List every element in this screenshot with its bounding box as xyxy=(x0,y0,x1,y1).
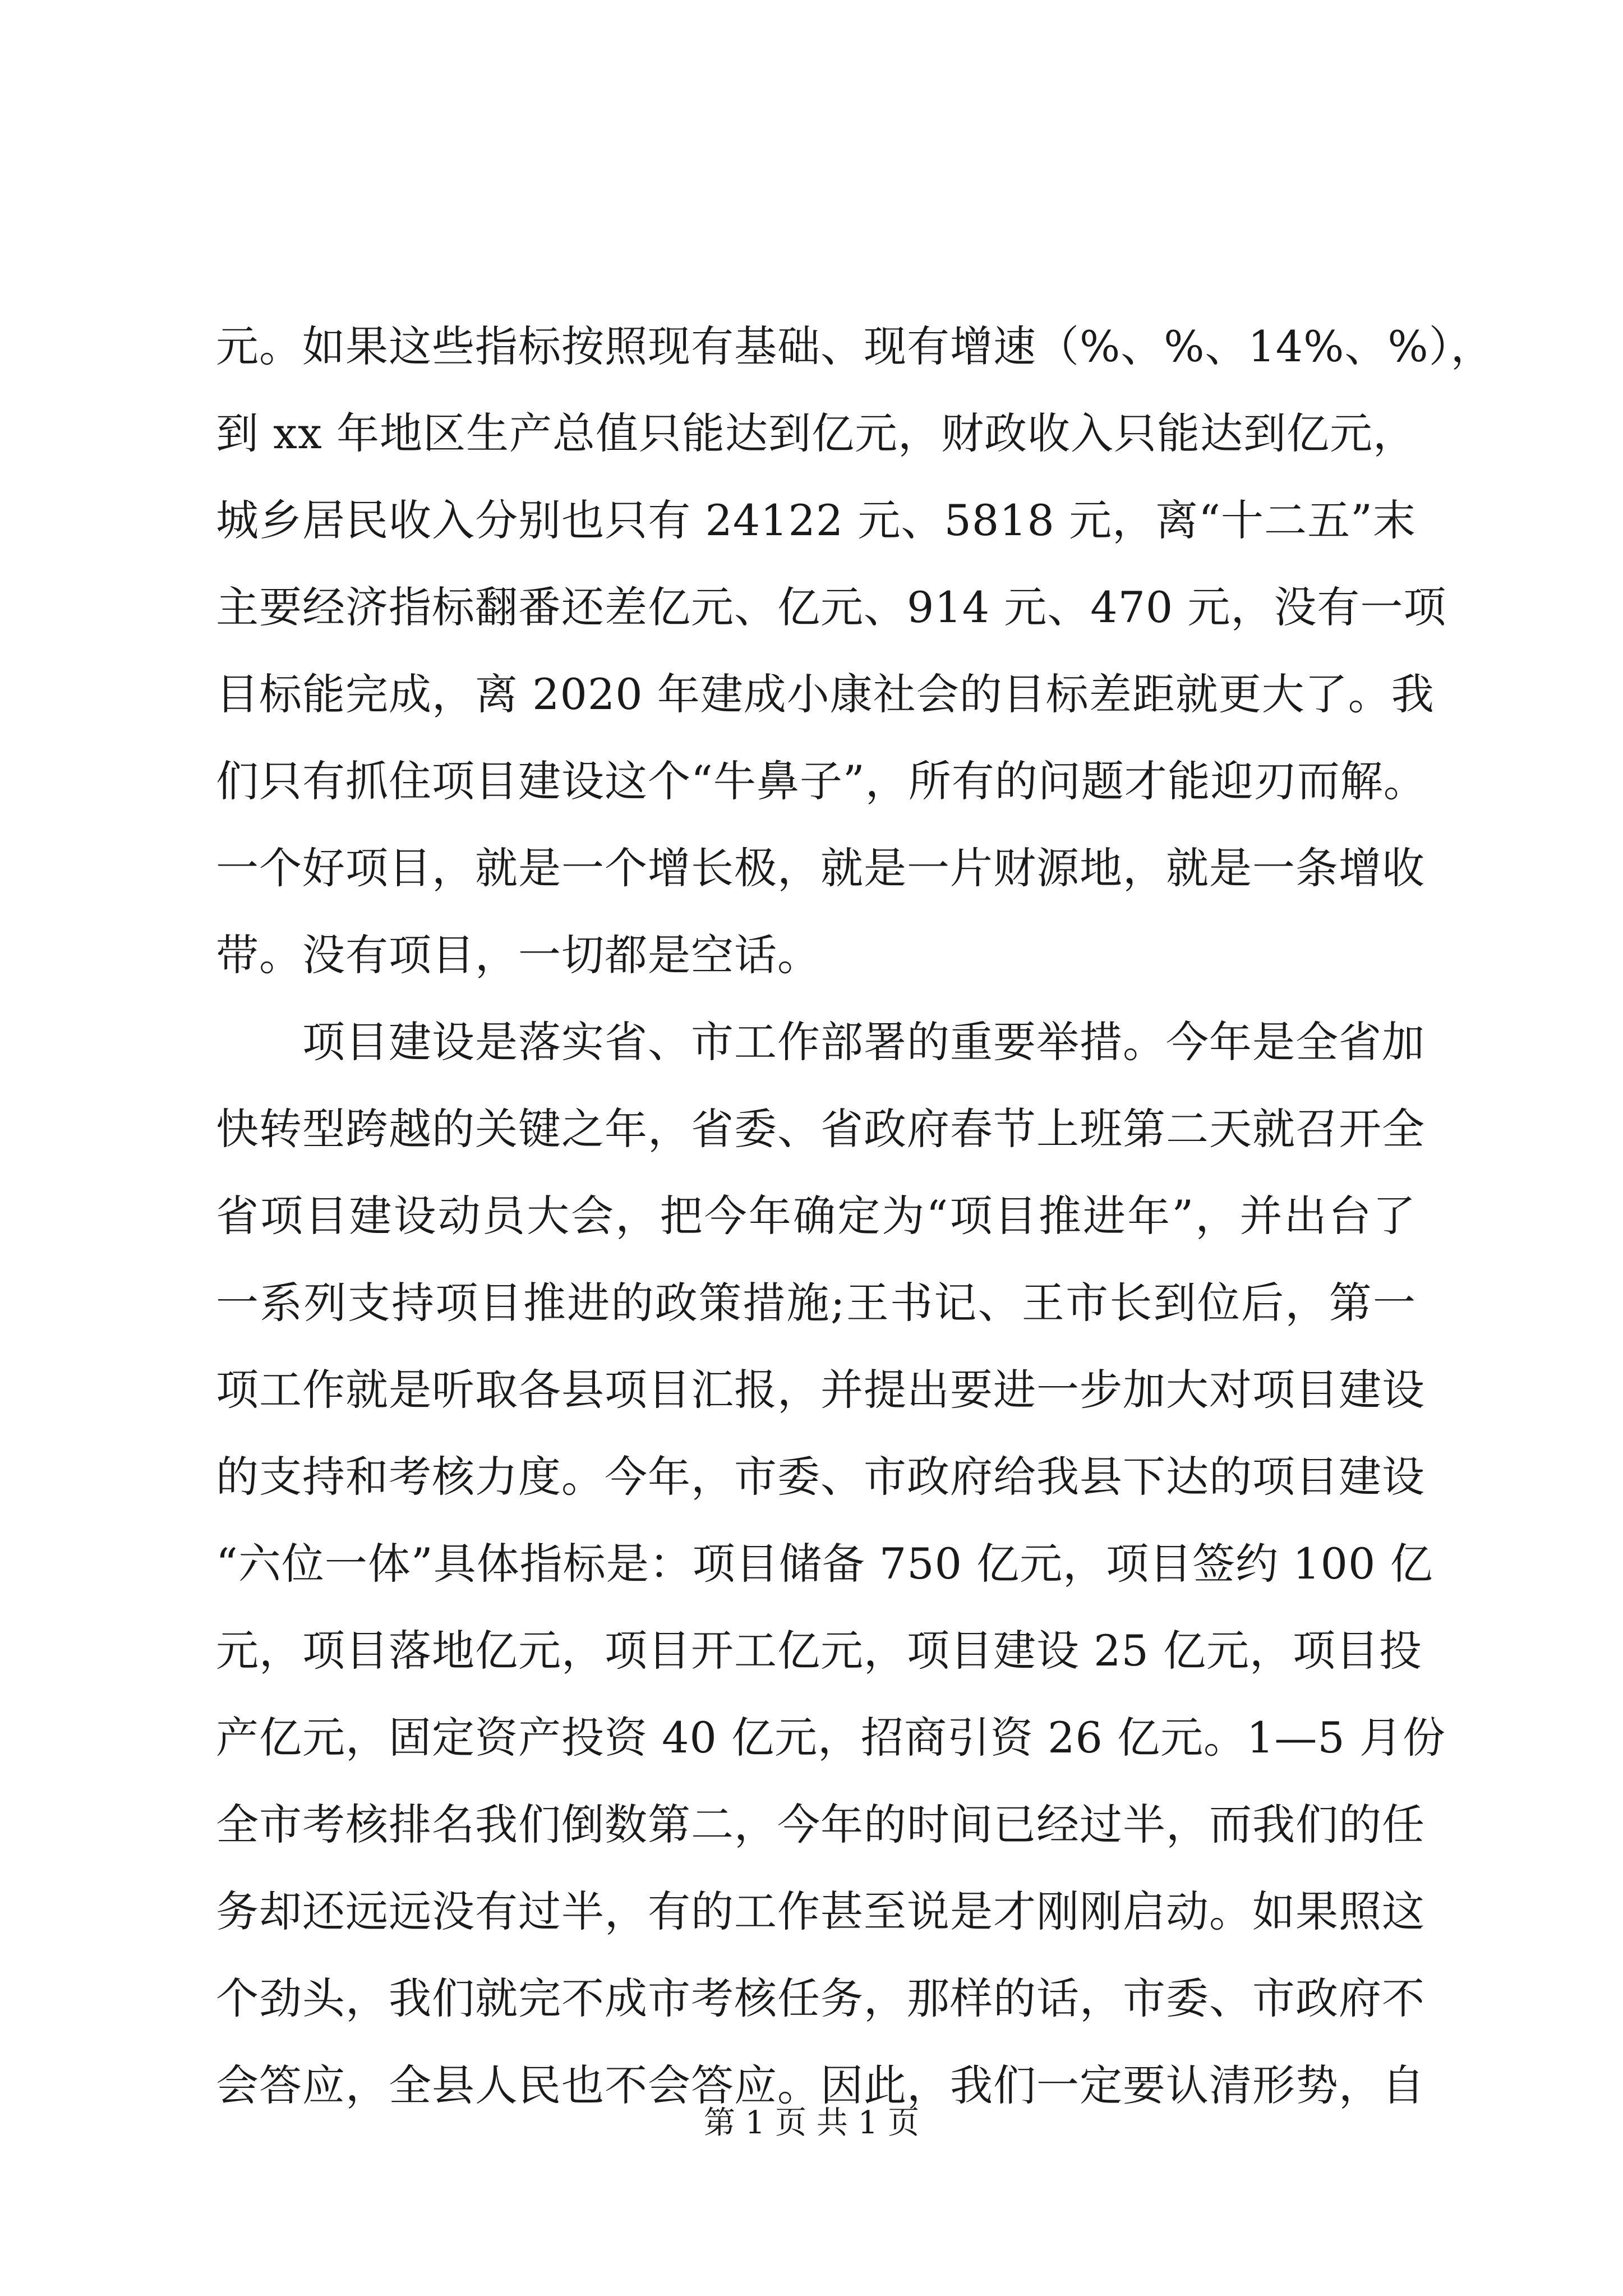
text-line: 城乡居民收入分别也只有 24122 元、5818 元，离“十二五”末 xyxy=(216,495,1416,545)
text-line: 目标能完成，离 2020 年建成小康社会的目标差距就更大了。我 xyxy=(216,669,1435,719)
text-line: 快转型跨越的关键之年，省委、省政府春节上班第二天就召开全 xyxy=(216,1104,1425,1154)
text-line: 到 xx 年地区生产总值只能达到亿元，财政收入只能达到亿元， xyxy=(216,408,1417,458)
text-line: 元。如果这些指标按照现有基础、现有增速（%、%、14%、%）， xyxy=(216,321,1494,371)
text-line: 一个好项目，就是一个增长极，就是一片财源地，就是一条增收 xyxy=(216,843,1425,893)
text-line: 务却还远远没有过半，有的工作甚至说是才刚刚启动。如果照这 xyxy=(216,1887,1425,1936)
text-line: 个劲头，我们就完不成市考核任务，那样的话，市委、市政府不 xyxy=(216,1973,1425,2023)
text-line: 会答应，全县人民也不会答应。因此，我们一定要认清形势，自 xyxy=(216,2060,1425,2110)
text-line: 项目建设是落实省、市工作部署的重要举措。今年是全省加 xyxy=(216,1017,1425,1067)
page-footer: 第 1 页 共 1 页 xyxy=(703,2105,920,2141)
text-line: 省项目建设动员大会，把今年确定为“项目推进年”，并出台了 xyxy=(216,1191,1416,1241)
text-line: 全市考核排名我们倒数第二，今年的时间已经过半，而我们的任 xyxy=(216,1800,1425,1849)
text-line: 主要经济指标翻番还差亿元、亿元、914 元、470 元，没有一项 xyxy=(216,582,1447,632)
body-text xyxy=(216,303,1494,2129)
text-line: 们只有抓住项目建设这个“牛鼻子”，所有的问题才能迎刃而解。 xyxy=(216,756,1427,806)
text-line: “六位一体”具体指标是：项目储备 750 亿元，项目签约 100 亿 xyxy=(216,1539,1433,1589)
text-line: 一系列支持项目推进的政策措施;王书记、王市长到位后，第一 xyxy=(216,1278,1416,1328)
text-line: 产亿元，固定资产投资 40 亿元，招商引资 26 亿元。1—5 月份 xyxy=(216,1713,1446,1763)
text-line: 元，项目落地亿元，项目开工亿元，项目建设 25 亿元，项目投 xyxy=(216,1626,1423,1676)
text-line: 项工作就是听取各县项目汇报，并提出要进一步加大对项目建设 xyxy=(216,1365,1425,1415)
text-line: 的支持和考核力度。今年，市委、市政府给我县下达的项目建设 xyxy=(216,1452,1425,1502)
text-line: 带。没有项目，一切都是空话。 xyxy=(216,930,820,980)
